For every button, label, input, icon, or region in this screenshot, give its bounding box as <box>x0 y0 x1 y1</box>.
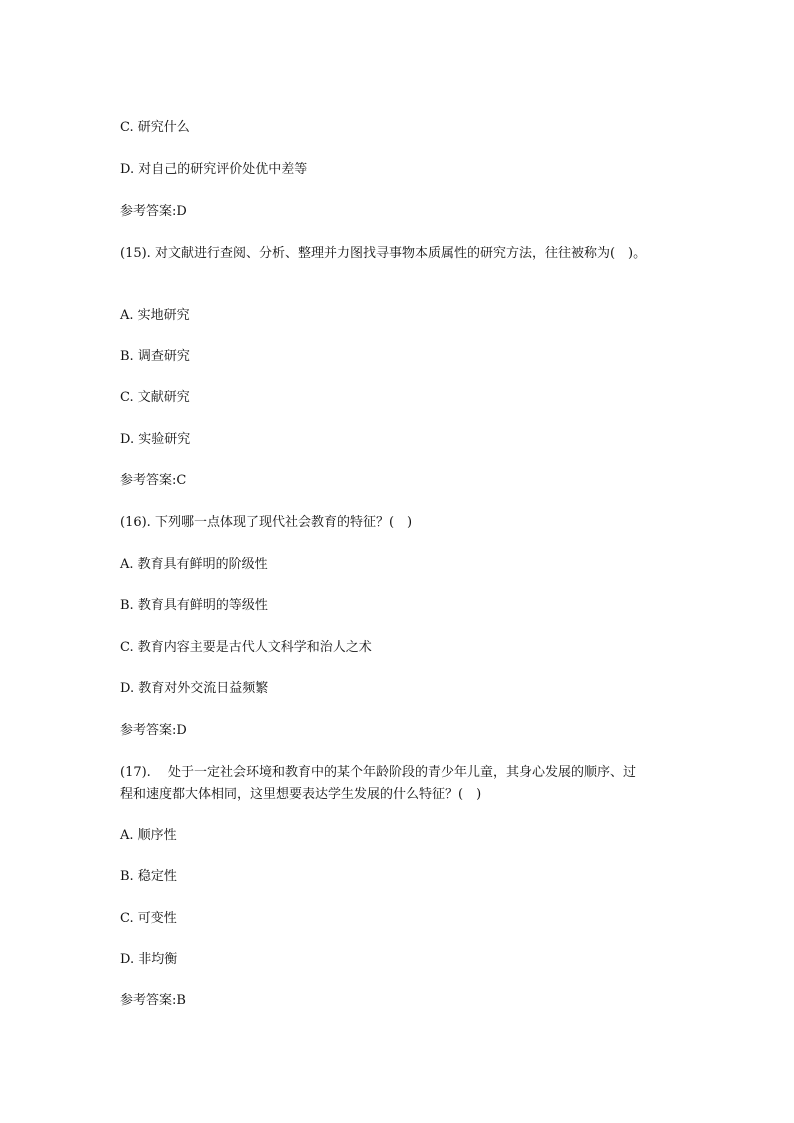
option-key: D. <box>120 162 135 177</box>
option-17-d <box>120 951 177 969</box>
question-number: (17). <box>120 765 151 780</box>
option-key: C. <box>120 120 134 135</box>
option-key: C. <box>120 911 134 926</box>
answer-16: 参考答案:D <box>120 723 187 738</box>
option-15-b <box>120 348 190 366</box>
option-prev-c <box>120 119 190 137</box>
option-key: B. <box>120 869 134 884</box>
option-text: 文献研究 <box>137 390 190 405</box>
option-text: 稳定性 <box>137 869 177 884</box>
option-15-a <box>120 307 190 325</box>
option-text: 教育内容主要是古代人文科学和治人之术 <box>137 640 372 655</box>
option-text: 研究什么 <box>137 120 190 135</box>
option-prev-d <box>120 161 307 179</box>
option-key: A. <box>120 308 134 323</box>
answer-17: 参考答案:B <box>120 993 186 1008</box>
option-key: A. <box>120 828 134 843</box>
option-key: A. <box>120 557 134 572</box>
option-16-d <box>120 680 268 698</box>
question-text: 对文献进行查阅、分析、整理并力图找寻事物本质属性的研究方法，往往被称为( )。 <box>154 246 647 261</box>
answer-prev: 参考答案:D <box>120 204 187 219</box>
option-17-b <box>120 868 177 886</box>
question-17-stem-line1 <box>120 764 636 782</box>
option-text: 教育对外交流日益频繁 <box>138 681 269 696</box>
question-text: 处于一定社会环境和教育中的某个年龄阶段的青少年儿童，其身心发展的顺序、过 <box>154 765 636 780</box>
option-17-c <box>120 910 177 928</box>
option-16-c <box>120 639 372 657</box>
answer-15: 参考答案:C <box>120 473 187 488</box>
option-key: B. <box>120 598 134 613</box>
option-text: 顺序性 <box>137 828 177 843</box>
question-number: (16). <box>120 515 151 530</box>
option-key: C. <box>120 640 134 655</box>
option-key: C. <box>120 390 134 405</box>
option-16-b <box>120 597 268 615</box>
question-number: (15). <box>120 246 151 261</box>
option-16-a <box>120 556 268 574</box>
option-key: D. <box>120 681 135 696</box>
option-key: D. <box>120 952 135 967</box>
option-text: 可变性 <box>137 911 177 926</box>
question-17-stem-line2: 程和速度都大体相同，这里想要表达学生发展的什么特征？( ) <box>120 787 482 802</box>
option-text: 教育具有鲜明的阶级性 <box>137 557 268 572</box>
option-15-c <box>120 389 190 407</box>
option-15-d <box>120 431 190 449</box>
option-text: 实地研究 <box>137 308 190 323</box>
option-17-a <box>120 827 177 845</box>
option-text: 实验研究 <box>138 432 191 447</box>
question-16-stem <box>120 514 412 532</box>
option-key: B. <box>120 349 134 364</box>
option-text: 对自己的研究评价处优中差等 <box>138 162 308 177</box>
option-text: 调查研究 <box>137 349 190 364</box>
question-15-stem <box>120 245 646 263</box>
option-text: 非均衡 <box>138 952 178 967</box>
question-text: 下列哪一点体现了现代社会教育的特征？( ) <box>154 515 413 530</box>
option-key: D. <box>120 432 135 447</box>
option-text: 教育具有鲜明的等级性 <box>137 598 268 613</box>
